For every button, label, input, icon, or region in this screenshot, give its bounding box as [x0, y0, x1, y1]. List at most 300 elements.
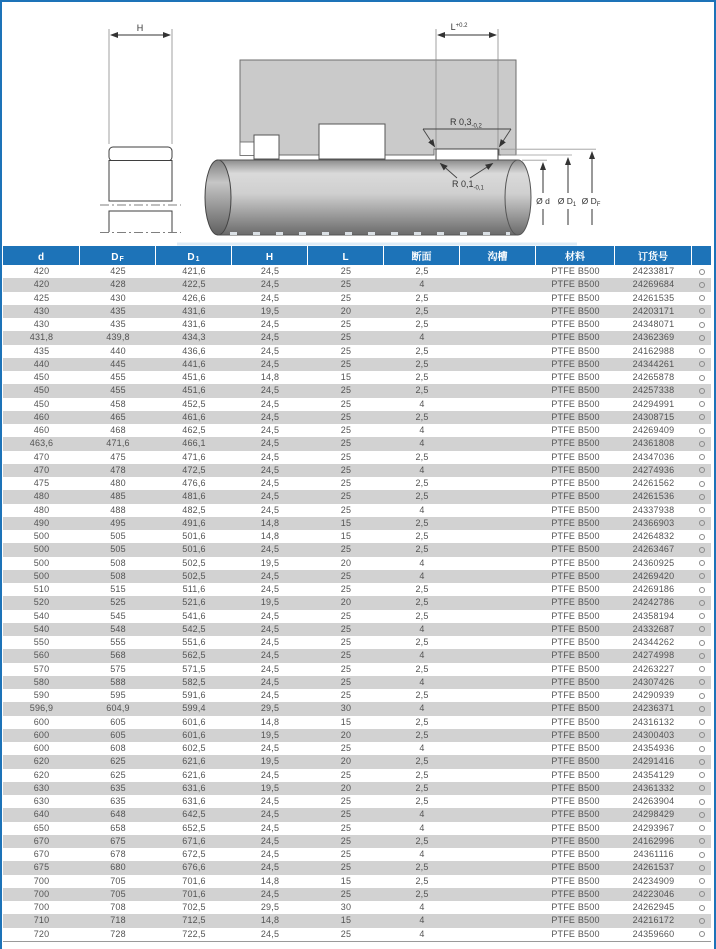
table-row — [3, 755, 711, 768]
availability-marker — [692, 331, 711, 344]
table-cell: 19,5 — [260, 729, 280, 740]
availability-marker — [692, 769, 711, 782]
table-row — [3, 292, 711, 305]
availability-marker — [692, 888, 711, 901]
table-cell: 441,6 — [182, 358, 206, 369]
circle-icon — [699, 838, 705, 844]
table-cell: 701,6 — [182, 888, 206, 899]
table-cell: 460 — [33, 425, 50, 435]
table-cell: PTFE B500 — [551, 809, 600, 820]
table-row — [3, 504, 711, 517]
availability-marker — [692, 914, 711, 927]
table-cell: 25 — [340, 584, 352, 594]
table-cell — [460, 345, 536, 358]
table-cell: 480 — [33, 491, 50, 502]
table-row — [3, 636, 711, 649]
table-cell: 24,5 — [260, 769, 280, 780]
table-cell: 570 — [33, 663, 50, 674]
table-cell: 635 — [110, 796, 126, 806]
table-cell: 670 — [33, 849, 50, 859]
table-cell: 480 — [110, 478, 126, 488]
availability-marker — [692, 702, 711, 715]
table-row — [3, 702, 711, 715]
table-cell: 548 — [110, 623, 126, 634]
table-cell: 605 — [110, 729, 126, 740]
table-cell: 605 — [110, 716, 126, 727]
table-cell: 25 — [340, 385, 352, 396]
availability-marker — [692, 464, 711, 477]
availability-marker — [692, 808, 711, 821]
table-cell: PTFE B500 — [551, 332, 600, 343]
table-row — [3, 729, 711, 742]
table-cell: 440 — [110, 345, 126, 356]
dia-inner-label: Ø $D_1$ — [557, 196, 577, 208]
table-cell: 708 — [110, 902, 126, 912]
table-cell: 24274998 — [632, 650, 675, 661]
circle-icon — [699, 573, 705, 579]
table-cell: 24300403 — [632, 729, 675, 740]
table-cell — [460, 795, 536, 808]
table-cell: 24361808 — [632, 438, 675, 449]
table-cell: PTFE B500 — [551, 517, 600, 528]
circle-icon — [699, 441, 705, 447]
column-header: D 1 — [156, 246, 232, 269]
table-cell — [460, 636, 536, 649]
table-row — [3, 928, 711, 941]
table-cell — [460, 875, 536, 888]
table-cell: 2,5 — [415, 756, 429, 767]
table-cell: 4 — [419, 438, 425, 449]
table-row — [3, 371, 711, 384]
availability-marker — [692, 278, 711, 291]
table-cell: 24344261 — [632, 358, 675, 369]
table-cell: 2,5 — [415, 888, 429, 899]
table-cell: 24,5 — [260, 292, 280, 303]
table-cell — [460, 928, 536, 941]
table-cell: 20 — [340, 305, 352, 316]
table-cell — [460, 490, 536, 503]
availability-marker — [692, 649, 711, 662]
table-cell: 24359660 — [632, 928, 675, 939]
table-cell: 471,6 — [106, 438, 130, 449]
table-cell: 600 — [33, 743, 50, 753]
table-cell: 20 — [340, 729, 352, 740]
table-cell: 2,5 — [415, 796, 429, 806]
table-cell: 2,5 — [415, 319, 429, 329]
table-cell: 500 — [33, 557, 50, 568]
table-row — [3, 345, 711, 358]
table-cell: 702,5 — [182, 902, 206, 912]
table-cell: 2,5 — [415, 769, 429, 780]
table-cell — [460, 716, 536, 729]
table-cell: 2,5 — [415, 637, 429, 647]
table-cell: 445 — [110, 358, 126, 369]
table-cell: PTFE B500 — [551, 345, 600, 356]
table-cell: 460 — [33, 411, 50, 422]
table-cell: 508 — [110, 570, 126, 581]
table-cell: 2,5 — [415, 544, 429, 555]
table-cell — [460, 782, 536, 795]
table-row — [3, 490, 711, 503]
table-cell — [460, 265, 536, 278]
availability-marker — [692, 570, 711, 583]
table-cell: 4 — [419, 504, 425, 515]
table-cell: 502,5 — [182, 557, 206, 568]
table-cell — [460, 437, 536, 450]
table-cell: PTFE B500 — [551, 451, 600, 462]
table-cell: 24269409 — [632, 425, 675, 435]
table-cell: 24162988 — [632, 345, 675, 356]
availability-marker — [692, 371, 711, 384]
table-cell: 455 — [110, 372, 126, 382]
table-cell: 4 — [419, 425, 425, 435]
table-cell: PTFE B500 — [551, 491, 600, 502]
table-row — [3, 265, 711, 278]
table-cell — [460, 398, 536, 411]
table-cell: 600 — [33, 716, 50, 727]
table-cell: 465 — [110, 411, 126, 422]
circle-icon — [699, 560, 705, 566]
table-cell: 430 — [110, 292, 126, 303]
circle-icon — [699, 494, 705, 500]
table-cell: 25 — [340, 637, 352, 647]
table-cell: 420 — [33, 266, 50, 276]
table-cell: 588 — [110, 676, 126, 687]
circle-icon — [699, 918, 705, 924]
table-cell: 440 — [33, 358, 50, 369]
table-cell: 25 — [340, 849, 352, 859]
table-cell — [460, 702, 536, 715]
table-cell: 24234909 — [632, 875, 675, 886]
table-cell: 14,8 — [260, 875, 280, 886]
table-cell — [460, 411, 536, 424]
table-cell: 24263227 — [632, 663, 675, 674]
table-cell: 575 — [110, 663, 126, 674]
table-cell: 29,5 — [260, 902, 280, 912]
table-cell — [460, 570, 536, 583]
table-cell: 431,6 — [182, 319, 206, 329]
table-cell — [460, 557, 536, 570]
table-cell — [460, 689, 536, 702]
table-cell: 608 — [110, 743, 126, 753]
availability-marker — [692, 318, 711, 331]
availability-marker — [692, 543, 711, 556]
table-cell: 475 — [110, 451, 126, 462]
table-cell: 24257338 — [632, 385, 675, 396]
table-cell: PTFE B500 — [551, 372, 600, 382]
circle-icon — [699, 878, 705, 884]
table-cell: 470 — [33, 464, 50, 475]
table-cell: 24291416 — [632, 756, 675, 767]
shaft — [205, 160, 531, 235]
table-cell: 678 — [110, 849, 126, 859]
table-cell: 550 — [33, 637, 50, 647]
table-cell: 4 — [419, 650, 425, 661]
table-cell: 24261535 — [632, 292, 675, 303]
table-cell: 671,6 — [182, 835, 206, 846]
table-cell: 720 — [33, 928, 50, 939]
table-cell: 25 — [340, 411, 352, 422]
availability-marker — [692, 835, 711, 848]
table-cell: 710 — [33, 915, 50, 926]
table-cell: 435 — [110, 319, 126, 329]
table-cell: 25 — [340, 743, 352, 753]
table-cell: 480 — [33, 504, 50, 515]
table-cell: 24360925 — [632, 557, 675, 568]
table-cell: 601,6 — [182, 716, 206, 727]
table-cell — [460, 583, 536, 596]
table-cell: 25 — [340, 796, 352, 806]
availability-marker — [692, 504, 711, 517]
table-cell: PTFE B500 — [551, 570, 600, 581]
table-cell: 2,5 — [415, 345, 429, 356]
table-cell: 24354129 — [632, 769, 675, 780]
table-header — [3, 246, 711, 265]
table-cell: 4 — [419, 915, 425, 926]
table-row — [3, 305, 711, 318]
table-cell: 630 — [33, 796, 50, 806]
table-cell: 24,5 — [260, 809, 280, 820]
table-cell: 15 — [340, 716, 352, 727]
table-cell: 24,5 — [260, 464, 280, 475]
table-cell — [460, 623, 536, 636]
table-cell: 25 — [340, 928, 352, 939]
circle-icon — [699, 520, 705, 526]
table-cell: 24,5 — [260, 504, 280, 515]
table-cell: 472,5 — [182, 464, 206, 475]
table-cell: 25 — [340, 504, 352, 515]
table-cell: PTFE B500 — [551, 650, 600, 661]
table-cell — [460, 305, 536, 318]
table-cell: 4 — [419, 849, 425, 859]
column-header: 订货号 — [615, 246, 692, 269]
table-cell: PTFE B500 — [551, 398, 600, 409]
table-cell: 2,5 — [415, 862, 429, 873]
table-cell: 24263467 — [632, 544, 675, 555]
table-cell: 500 — [33, 570, 50, 581]
table-cell: 631,6 — [182, 796, 206, 806]
table-cell: 25 — [340, 319, 352, 329]
table-cell: 25 — [340, 610, 352, 621]
circle-icon — [699, 891, 705, 897]
table-cell: 14,8 — [260, 716, 280, 727]
availability-marker — [692, 875, 711, 888]
table-cell: 620 — [33, 769, 50, 780]
table-cell: 461,6 — [182, 411, 206, 422]
table-cell: 24,5 — [260, 491, 280, 502]
table-cell: PTFE B500 — [551, 584, 600, 594]
table-cell: 463,6 — [29, 438, 54, 449]
table-cell: 4 — [419, 809, 425, 820]
table-cell — [460, 808, 536, 821]
circle-icon — [699, 335, 705, 341]
table-cell: 582,5 — [182, 676, 206, 687]
circle-icon — [699, 852, 705, 858]
table-cell: 15 — [340, 531, 352, 541]
availability-marker — [692, 729, 711, 742]
table-cell: PTFE B500 — [551, 411, 600, 422]
table-row — [3, 676, 711, 689]
table-cell: 24269684 — [632, 279, 675, 290]
availability-marker — [692, 517, 711, 530]
table-cell: 24,5 — [260, 663, 280, 674]
table-cell: 488 — [110, 504, 126, 515]
table-cell: 30 — [340, 703, 352, 714]
table-cell: 595 — [110, 690, 126, 700]
table-cell: 25 — [340, 425, 352, 435]
table-cell — [460, 451, 536, 464]
table-cell: 24,5 — [260, 345, 280, 356]
availability-marker — [692, 411, 711, 424]
table-cell: 20 — [340, 557, 352, 568]
table-row — [3, 663, 711, 676]
availability-marker — [692, 689, 711, 702]
table-cell: 500 — [33, 544, 50, 555]
table-cell: PTFE B500 — [551, 385, 600, 396]
table-cell: 19,5 — [260, 597, 280, 608]
circle-icon — [699, 282, 705, 288]
circle-icon — [699, 534, 705, 540]
table-cell: 2,5 — [415, 690, 429, 700]
table-cell: PTFE B500 — [551, 796, 600, 806]
size-table-body — [3, 265, 711, 942]
availability-marker — [692, 663, 711, 676]
table-cell: 24242786 — [632, 597, 675, 608]
table-cell: 430 — [33, 305, 50, 316]
table-cell: 555 — [110, 637, 126, 647]
circle-icon — [699, 732, 705, 738]
table-cell: 24298429 — [632, 809, 675, 820]
availability-marker — [692, 583, 711, 596]
circle-icon — [699, 375, 705, 381]
table-cell: 631,6 — [182, 782, 206, 793]
table-cell: PTFE B500 — [551, 425, 600, 435]
table-cell — [460, 384, 536, 397]
circle-icon — [699, 481, 705, 487]
table-cell: 590 — [33, 690, 50, 700]
table-cell: 430 — [33, 319, 50, 329]
table-cell: PTFE B500 — [551, 557, 600, 568]
table-cell: 25 — [340, 676, 352, 687]
circle-icon — [699, 772, 705, 778]
availability-marker — [692, 782, 711, 795]
table-cell: 20 — [340, 597, 352, 608]
table-cell: 602,5 — [182, 743, 206, 753]
circle-icon — [699, 600, 705, 606]
table-cell: 25 — [340, 769, 352, 780]
table-cell: 24,5 — [260, 478, 280, 488]
seal-ring-cap — [109, 147, 172, 161]
table-row — [3, 570, 711, 583]
table-cell: 4 — [419, 902, 425, 912]
table-cell — [460, 504, 536, 517]
circle-icon — [699, 666, 705, 672]
table-row — [3, 517, 711, 530]
table-row — [3, 623, 711, 636]
table-cell: 2,5 — [415, 531, 429, 541]
availability-marker — [692, 822, 711, 835]
table-cell: 580 — [33, 676, 50, 687]
circle-icon — [699, 414, 705, 420]
table-cell: 468 — [110, 425, 126, 435]
table-cell: 505 — [110, 544, 126, 555]
table-cell: 24316132 — [632, 716, 675, 727]
table-row — [3, 451, 711, 464]
table-cell: PTFE B500 — [551, 849, 600, 859]
table-cell: 478 — [110, 464, 126, 475]
table-cell — [460, 755, 536, 768]
table-cell — [460, 861, 536, 874]
circle-icon — [699, 640, 705, 646]
table-cell: 501,6 — [182, 544, 206, 555]
table-cell: 435 — [33, 345, 50, 356]
seal-profile — [100, 23, 181, 233]
table-row — [3, 464, 711, 477]
table-cell: 670 — [33, 835, 50, 846]
table-cell: 451,6 — [182, 385, 206, 396]
dia-flange-label: Ø $D_F$ — [581, 196, 601, 208]
table-row — [3, 901, 711, 914]
table-cell: 24348071 — [632, 319, 675, 329]
shaft-end-left — [205, 160, 231, 235]
guide-ring-small — [254, 135, 279, 159]
table-cell — [460, 914, 536, 927]
table-cell — [460, 729, 536, 742]
table-row — [3, 808, 711, 821]
table-cell: 705 — [110, 888, 126, 899]
table-cell: 24261562 — [632, 478, 675, 488]
table-cell: 2,5 — [415, 597, 429, 608]
table-cell: 24,5 — [260, 570, 280, 581]
availability-marker — [692, 795, 711, 808]
table-cell: 25 — [340, 464, 352, 475]
availability-marker — [692, 451, 711, 464]
column-header: 断面 — [384, 246, 460, 269]
table-cell — [460, 464, 536, 477]
table-cell: 425 — [110, 266, 126, 276]
table-cell: 2,5 — [415, 451, 429, 462]
table-cell: 24,5 — [260, 610, 280, 621]
circle-icon — [699, 812, 705, 818]
table-cell: 2,5 — [415, 610, 429, 621]
table-row — [3, 822, 711, 835]
table-cell: 525 — [110, 597, 126, 608]
availability-marker — [692, 716, 711, 729]
table-cell: 24261536 — [632, 491, 675, 502]
table-cell: PTFE B500 — [551, 544, 600, 555]
dim-H-label: H — [136, 23, 144, 33]
table-row — [3, 437, 711, 450]
table-cell: 14,8 — [260, 531, 280, 541]
table-cell: 20 — [340, 782, 352, 793]
table-cell: 2,5 — [415, 517, 429, 528]
table-cell: 24,5 — [260, 319, 280, 329]
table-row — [3, 742, 711, 755]
table-cell: 24269186 — [632, 584, 675, 594]
circle-icon — [699, 626, 705, 632]
table-cell: 450 — [33, 372, 50, 382]
table-cell: 4 — [419, 676, 425, 687]
table-cell: 458 — [110, 398, 126, 409]
housing-notch — [240, 142, 254, 156]
table-cell: 30 — [340, 902, 352, 912]
table-cell: 431,6 — [182, 305, 206, 316]
table-cell: 435 — [110, 305, 126, 316]
table-cell: 24361332 — [632, 782, 675, 793]
table-cell: 25 — [340, 266, 352, 276]
table-cell: 24274936 — [632, 464, 675, 475]
circle-icon — [699, 865, 705, 871]
